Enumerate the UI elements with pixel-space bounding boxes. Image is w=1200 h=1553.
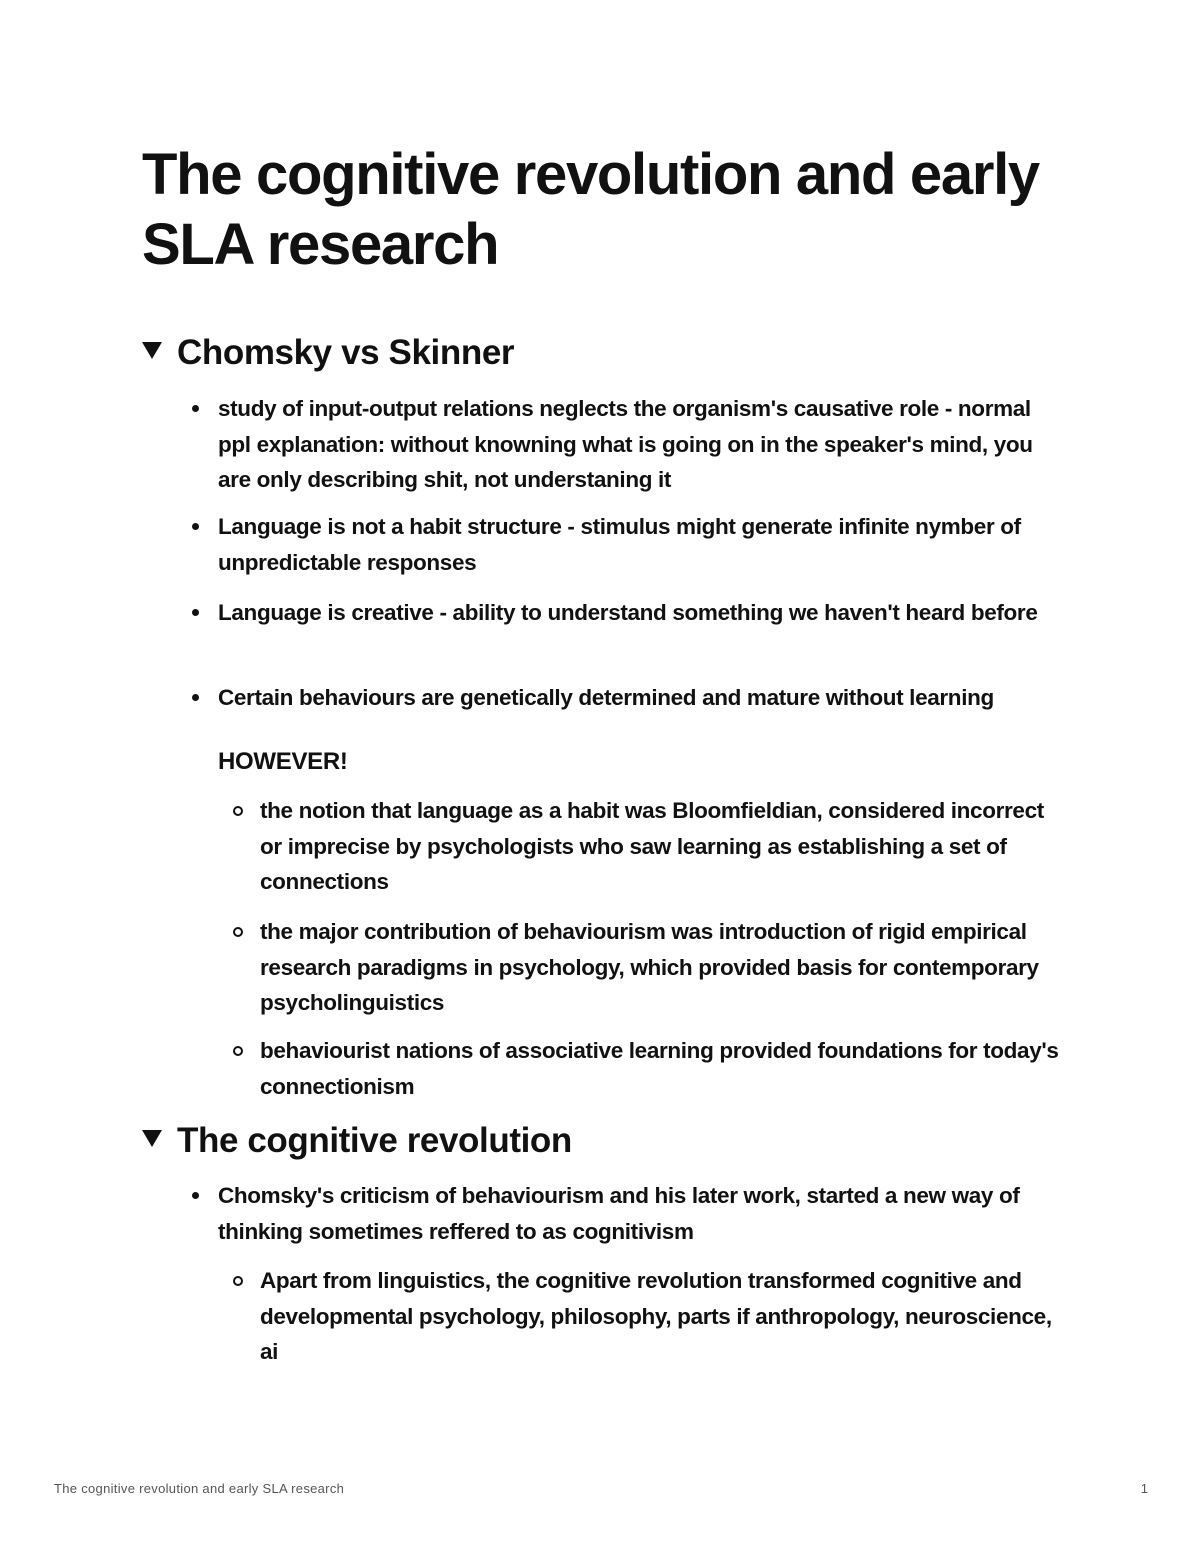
list-item-text: Chomsky's criticism of behaviourism and his later work, started a new way of thinking sometimes reffered to as cognitivism [218,1183,1020,1244]
circle-bullet-icon [233,1046,243,1056]
sub-list-item-text: the notion that language as a habit was Bloomfieldian, considered incorrect or imprecise by psychologists who saw learning as establishing a set of connections [260,798,1044,894]
list-item [218,391,1068,498]
section-heading-label: Chomsky vs Skinner [177,333,515,372]
sub-list-item [260,793,1060,900]
section-heading-chomsky-vs-skinner[interactable] [142,331,514,375]
list-item [218,680,1068,716]
toggle-triangle-icon[interactable] [142,342,162,359]
sub-list-item [260,914,1060,1021]
however-label: HOWEVER! [218,748,348,775]
page-number: 1 [1140,1481,1148,1496]
circle-bullet-icon [233,806,243,816]
sub-list-item-text: the major contribution of behaviourism was introduction of rigid empirical research paradigms in psychology, which provided basis for contemporary psycholinguistics [260,919,1039,1015]
bullet-icon [192,405,199,412]
page-title: The cognitive revolution and early SLA research [142,142,1039,277]
bullet-icon [192,523,199,530]
list-item-text: study of input-output relations neglects the organism's causative role - normal ppl explanation: without knowning what is going on in the speaker's mind, you are only describing shit, not understaning it [218,396,1033,492]
list-item-text: Language is not a habit structure - stimulus might generate infinite nymber of unpredictable responses [218,514,1021,575]
list-item [218,595,1068,631]
section-heading-cognitive-revolution[interactable] [142,1119,572,1163]
list-item [218,1178,1068,1249]
list-item-text: Certain behaviours are genetically determined and mature without learning [218,685,994,710]
toggle-triangle-icon[interactable] [142,1130,162,1147]
bullet-icon [192,694,199,701]
bullet-icon [192,1192,199,1199]
list-item-text: Language is creative - ability to understand something we haven't heard before [218,600,1038,625]
circle-bullet-icon [233,927,243,937]
circle-bullet-icon [233,1276,243,1286]
sub-list-item-text: Apart from linguistics, the cognitive revolution transformed cognitive and developmental psychology, philosophy, parts if anthropology, neuroscience, ai [260,1268,1052,1364]
sub-list-item-text: behaviourist nations of associative learning provided foundations for today's connectionism [260,1038,1059,1099]
footer-document-title: The cognitive revolution and early SLA research [54,1481,345,1496]
sub-list-item [260,1263,1060,1370]
sub-list-item [260,1033,1060,1104]
bullet-icon [192,609,199,616]
section-heading-label: The cognitive revolution [177,1121,572,1160]
list-item [218,509,1068,580]
